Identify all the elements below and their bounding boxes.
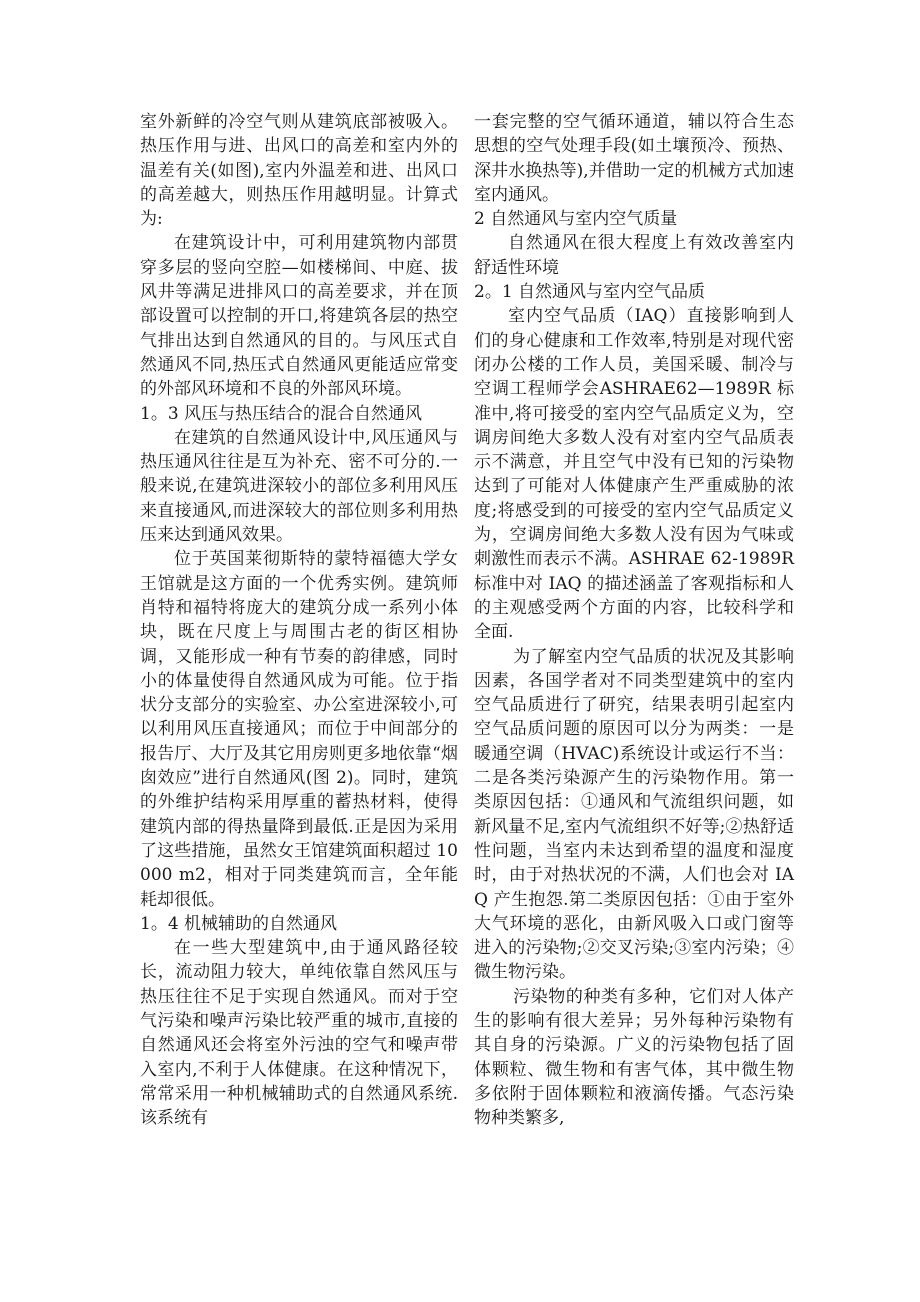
right-paragraph-5: 污染物的种类有多种，它们对人体产生的影响有很大差异；另外每种污染物有其自身的污染源。广义的污染物包括了固体颗粒、微生物和有害气体，其中微生物多依附于固体颗粒和液滴传播。气态污染物种类繁多, xyxy=(474,986,794,1129)
left-paragraph-2: 在建筑设计中，可利用建筑物内部贯穿多层的竖向空腔—如楼梯间、中庭、拔风井等满足进排风口的高差要求，并在顶部设置可以控制的开口,将建筑各层的热空气排出达到自然通风的目的。与风压式自然通风不同,热压式自然通风更能适应常变的外部风环境和不良的外部风环境。 xyxy=(140,233,458,400)
right-column xyxy=(474,110,794,1130)
right-paragraph-1: 一套完整的空气循环通道，辅以符合生态思想的空气处理手段(如土壤预冷、预热、深井水换热等),并借助一定的机械方式加速室内通风。 xyxy=(474,112,794,205)
left-paragraph-4: 位于英国莱彻斯特的蒙特福德大学女王馆就是这方面的一个优秀实例。建筑师肖特和福特将庞大的建筑分成一系列小体块，既在尺度上与周围古老的街区相协调，又能形成一种有节奏的韵律感，同时小的体量使得自然通风成为可能。位于指状分支部分的实验室、办公室进深较小,可以利用风压直接通风；而位于中间部分的报告厅、大厅及其它用房则更多地依靠“烟囱效应”进行自然通风(图 2)。同时，建筑的外维护结构采用厚重的蓄热材料，使得建筑内部的得热量降到最低.正是因为采用了这些措施，虽然女王馆建筑面积超过 10 000 m2，相对于同类建筑而言，全年能耗却很低。 xyxy=(140,549,458,910)
section-heading-1-3: 1。3 风压与热压结合的混合自然通风 xyxy=(140,403,423,424)
right-paragraph-4: 为了解室内空气品质的状况及其影响因素，各国学者对不同类型建筑中的室内空气品质进行了研究，结果表明引起室内空气品质问题的原因可以分为两类：一是暖通空调（HVAC)系统设计或运行不当：二是各类污染源产生的污染物作用。第一类原因包括：①通风和气流组织问题，如新风量不足,室内气流组织不好等;②热舒适性问题，当室内未达到希望的温度和湿度时，由于对热状况的不满，人们也会对 IAQ 产生抱怨.第二类原因包括：①由于室外大气环境的恶化，由新风吸入口或门窗等进入的污染物;②交叉污染;③室内污染；④微生物污染。 xyxy=(474,646,794,983)
section-heading-2-1: 2。1 自然通风与室内空气品质 xyxy=(474,282,706,303)
section-heading-1-4: 1。4 机械辅助的自然通风 xyxy=(140,913,338,934)
left-column xyxy=(140,110,458,1130)
left-paragraph-1: 室外新鲜的冷空气则从建筑底部被吸入。热压作用与进、出风口的高差和室内外的温差有关(如图),室内外温差和进、出风口的高差越大，则热压作用越明显。计算式为: xyxy=(140,112,458,230)
right-paragraph-2: 自然通风在很大程度上有效改善室内舒适性环境 xyxy=(474,233,794,278)
left-paragraph-5: 在一些大型建筑中,由于通风路径较长，流动阻力较大，单纯依靠自然风压与热压往往不足于实现自然通风。而对于空气污染和噪声污染比较严重的城市,直接的自然通风还会将室外污浊的空气和噪声带入室内,不利于人体健康。在这种情况下，常常采用一种机械辅助式的自然通风系统.该系统有 xyxy=(140,938,458,1129)
section-heading-2: 2 自然通风与室内空气质量 xyxy=(474,209,678,230)
right-paragraph-3: 室内空气品质（IAQ）直接影响到人们的身心健康和工作效率,特别是对现代密闭办公楼的工作人员，美国采暖、制冷与空调工程师学会ASHRAE62—1989R 标准中,将可接受的室内空气品质定义为，空调房间绝大多数人没有对室内空气品质表示不满意，并且空气中没有已知的污染物达到了可能对人体健康产生严重威胁的浓度;将感受到的可接受的室内空气品质定义为，空调房间绝大多数人没有因为气味或刺激性而表示不满。ASHRAE 62-1989R 标准中对 IAQ 的描述涵盖了客观指标和人的主观感受两个方面的内容，比较科学和全面. xyxy=(474,306,794,643)
left-paragraph-3: 在建筑的自然通风设计中,风压通风与热压通风往往是互为补充、密不可分的.一般来说,在建筑进深较小的部位多利用风压来直接通风,而进深较大的部位则多利用热压来达到通风效果。 xyxy=(140,427,458,546)
